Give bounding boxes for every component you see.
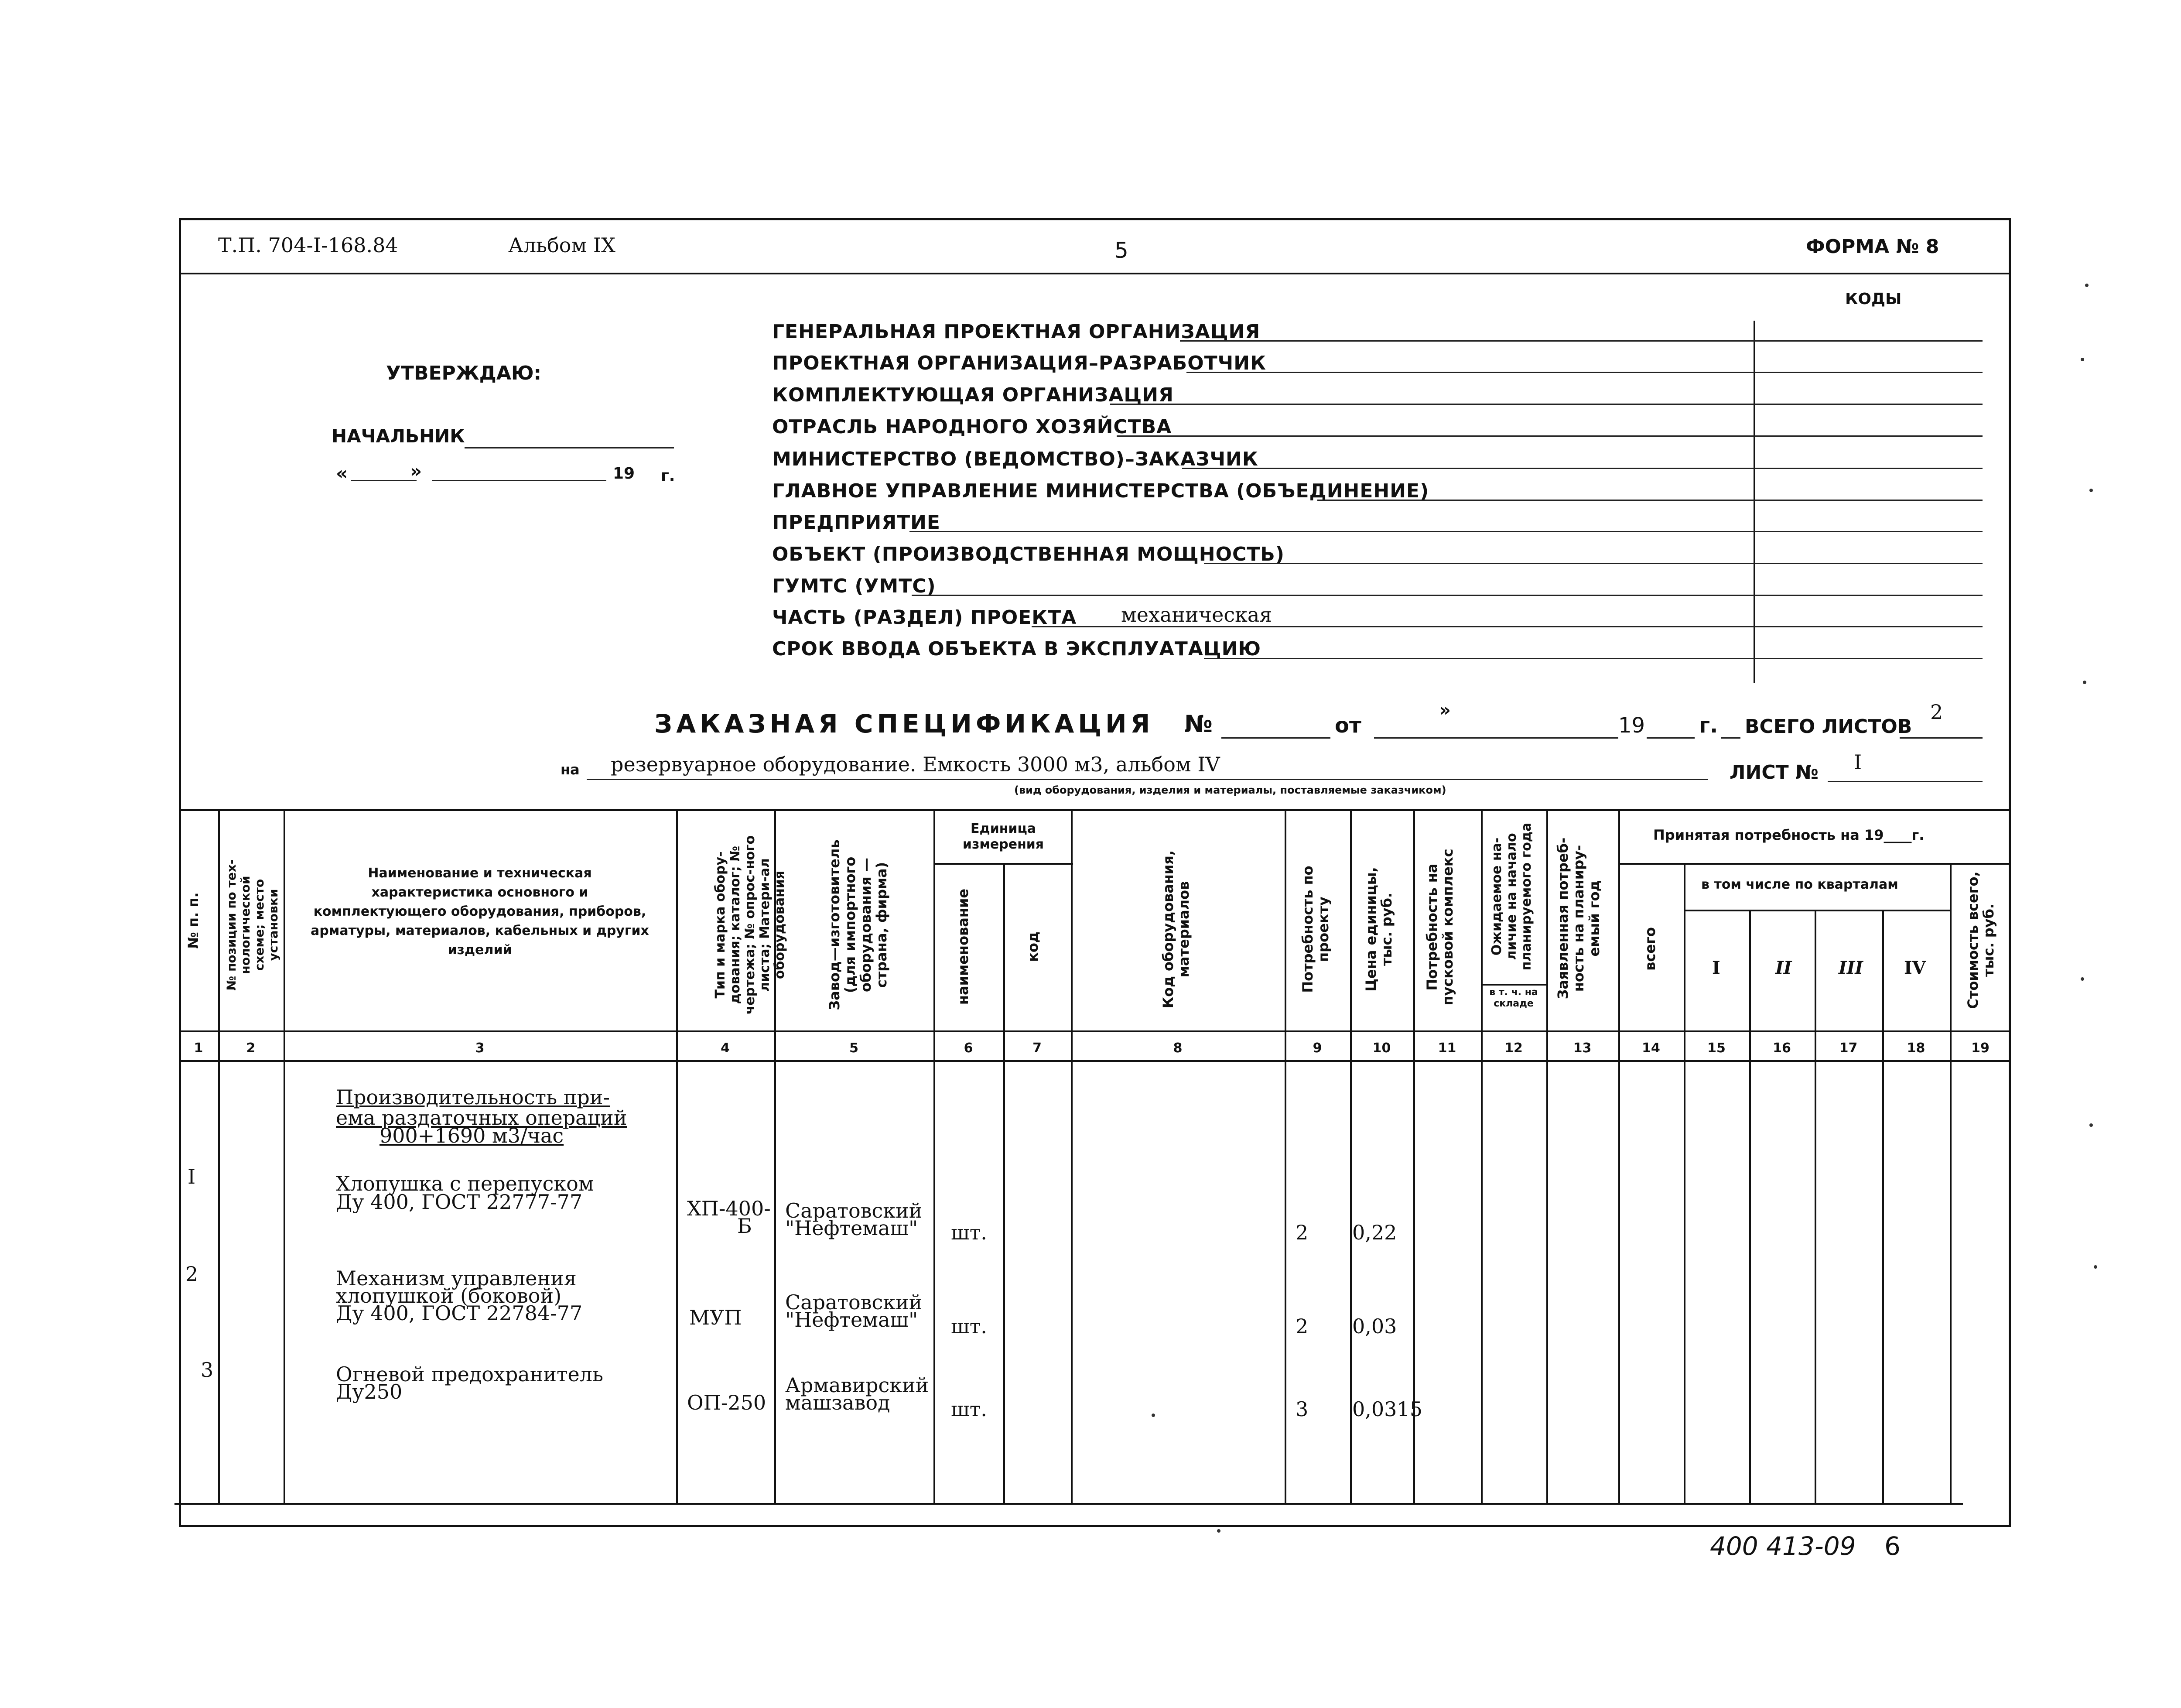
item-type-line: ОП-250 (687, 1391, 766, 1414)
header-equipment-code: Код оборудования, материалов (1160, 850, 1192, 1009)
item-name-line: Ду250 (336, 1380, 403, 1403)
spec-no-line (1221, 737, 1330, 739)
item-type-line: МУП (689, 1306, 742, 1329)
field-label-ministry: МИНИСТЕРСТВО (ВЕДОМСТВО)–ЗАКАЗЧИК (772, 448, 1258, 470)
col-rule (1882, 910, 1884, 1503)
col-rule (1546, 809, 1548, 1503)
item-price: 0,0315 (1352, 1397, 1422, 1421)
col-number: 15 (1707, 1041, 1726, 1056)
item-name-line: Ду 400, ГОСТ 22784-77 (336, 1301, 583, 1325)
total-sheets-value: 2 (1930, 700, 1943, 724)
col-number: 6 (964, 1041, 973, 1056)
header-accepted: Принятая потребность на 19____г. (1653, 827, 1925, 843)
col-rule (1481, 809, 1483, 1503)
header-manufacturer: Завод—изготовитель (для импортного оборудования —страна, фирма) (826, 839, 890, 1010)
item-name-line: Механизм управления (336, 1266, 577, 1290)
item-maker-line: машзавод (785, 1391, 890, 1414)
col-number: 17 (1839, 1041, 1858, 1056)
spec-subject: резервуарное оборудование. Емкость 3000 м3, альбом IV (611, 753, 1220, 776)
header-unit-group: Единица измерения (962, 821, 1044, 852)
item-qty: 2 (1296, 1221, 1309, 1244)
col-number: 7 (1032, 1041, 1042, 1056)
spec-g: г. (1699, 713, 1718, 738)
col-rule (676, 809, 678, 1503)
item-type-line: ХП-400- (687, 1197, 771, 1220)
col-rule (1950, 863, 1952, 1503)
header-cost: Стоимость всего, тыс. руб. (1965, 871, 1997, 1009)
accepted-rule (1618, 863, 2011, 865)
date-close-quote: » (410, 460, 422, 482)
item-unit: шт. (951, 1397, 987, 1421)
field-line (1032, 626, 1983, 627)
field-line (1110, 404, 1983, 405)
codes-divider (1754, 321, 1755, 683)
col-number: 10 (1372, 1041, 1391, 1056)
form-number: ФОРМА № 8 (1806, 236, 1939, 258)
col-rule (1749, 910, 1751, 1503)
item-qty: 2 (1296, 1314, 1309, 1338)
date-year: 19 (613, 465, 635, 483)
field-label-enterprise: ПРЕДПРИЯТИЕ (772, 511, 940, 534)
row-number: 2 (185, 1262, 198, 1286)
table-top-rule (179, 809, 2011, 811)
col-number: 19 (1971, 1041, 1990, 1056)
header-quarters: в том числе по кварталам (1701, 877, 1898, 892)
spec-from-label: от (1335, 713, 1361, 738)
field-line (1117, 435, 1983, 437)
col-rule (1003, 863, 1005, 1503)
album-label: Альбом IX (508, 233, 615, 257)
col-number: 1 (194, 1041, 203, 1056)
header-price: Цена единицы, тыс. руб. (1363, 867, 1395, 992)
date-open-quote: « (336, 462, 348, 484)
sheet-line (1828, 781, 1983, 782)
quarters-rule (1684, 910, 1950, 911)
header-declared: Заявленная потреб-ность на планиру-емый год (1555, 837, 1603, 999)
subject-line (587, 779, 1708, 780)
item-unit: шт. (951, 1221, 987, 1244)
col-number: 4 (721, 1041, 730, 1056)
footer-page: 6 (1884, 1531, 1901, 1561)
field-label-main-dept: ГЛАВНОЕ УПРАВЛЕНИЕ МИНИСТЕРСТВА (ОБЪЕДИНЕНИЕ) (772, 480, 1429, 502)
codes-label: КОДЫ (1845, 290, 1902, 308)
date-g: г. (661, 467, 675, 485)
sheet-label: ЛИСТ № (1730, 761, 1819, 784)
field-label-gumts: ГУМТС (УМТС) (772, 575, 936, 597)
col-number: 5 (849, 1041, 858, 1056)
chief-label: НАЧАЛЬНИК (332, 425, 465, 447)
field-line (1317, 500, 1983, 501)
item-maker-line: "Нефтемаш" (785, 1308, 918, 1331)
field-label-general-org: ГЕНЕРАЛЬНАЯ ПРОЕКТНАЯ ОРГАНИЗАЦИЯ (772, 321, 1261, 343)
row-number: 3 (201, 1358, 214, 1382)
header-description: Наименование и техническая характеристика основного и комплектующего оборудования, приборов, арматуры, материалов, кабельных и других изделий (311, 866, 649, 958)
table-bottom-rule (174, 1503, 1963, 1505)
item-name-line: Ду 400, ГОСТ 22777-77 (336, 1190, 583, 1214)
col-number: 11 (1438, 1041, 1456, 1056)
field-label-project-part: ЧАСТЬ (РАЗДЕЛ) ПРОЕКТА (772, 606, 1077, 629)
header-expected: Ожидаемое на-личие на начало планируемого года (1489, 822, 1534, 971)
total-sheets-line (1900, 737, 1983, 739)
header-position: № позиции по тех-нологической схеме; место установки (224, 859, 280, 991)
header-row-no: № п. п. (185, 892, 202, 949)
header-total: всего (1642, 927, 1658, 971)
spec-year-line (1647, 737, 1695, 739)
col-number: 8 (1173, 1041, 1183, 1056)
spec-date-quote: » (1439, 700, 1451, 720)
footer-stamp: 400 413-09 (1710, 1531, 1856, 1561)
header-q2: II (1775, 958, 1792, 978)
field-line (1204, 658, 1983, 659)
col-number: 2 (246, 1041, 256, 1056)
page-number-top: 5 (1114, 238, 1128, 263)
col-number: 12 (1504, 1041, 1523, 1056)
col-rule (1618, 809, 1620, 1503)
col-rule (1071, 809, 1073, 1503)
col-rule (1815, 910, 1816, 1503)
item-name-line: Хлопушка с перепуском (336, 1172, 594, 1195)
spec-date-line (1374, 737, 1618, 739)
item-maker-line: Саратовский (785, 1290, 923, 1314)
spec-year: 19 (1618, 713, 1645, 738)
header-type: Тип и марка обору-дования; каталог; № чертежа; № опрос-ного листа; Матери-ал оборудования (713, 835, 787, 1015)
header-in-stock: в т. ч. на складе (1489, 987, 1538, 1009)
spec-dash-line (1721, 737, 1740, 739)
col-rule (1285, 809, 1286, 1503)
field-line (1186, 372, 1983, 373)
date-month-line (432, 480, 606, 481)
subject-note: (вид оборудования, изделия и материалы, поставляемые заказчиком) (1014, 784, 1446, 796)
header-bottom-rule (179, 1030, 2011, 1032)
sheet-value: I (1854, 750, 1862, 774)
header-q1: I (1712, 958, 1720, 978)
field-label-commissioning: СРОК ВВОДА ОБЪЕКТА В ЭКСПЛУАТАЦИЮ (772, 638, 1261, 660)
item-type-line: Б (737, 1214, 752, 1238)
item-unit: шт. (951, 1314, 987, 1338)
total-sheets-label: ВСЕГО ЛИСТОВ (1745, 715, 1912, 738)
header-unit-name: наименование (955, 888, 971, 1005)
item-maker-line: "Нефтемаш" (785, 1216, 918, 1240)
item-name-line: Огневой предохранитель (336, 1362, 603, 1386)
col-number: 9 (1313, 1041, 1322, 1056)
item-price: 0,22 (1352, 1221, 1397, 1244)
field-label-object: ОБЪЕКТ (ПРОИЗВОДСТВЕННАЯ МОЩНОСТЬ) (772, 543, 1285, 565)
tp-number: Т.П. 704-I-168.84 (218, 233, 398, 257)
item-price: 0,03 (1352, 1314, 1397, 1338)
col-number-rule (179, 1060, 2011, 1062)
spec-no-label: № (1184, 710, 1213, 738)
item-qty: 3 (1296, 1397, 1309, 1421)
header-startup: Потребность на пусковой комплекс (1424, 849, 1456, 1006)
field-line (1204, 563, 1983, 564)
field-line (912, 595, 1983, 596)
col-number: 14 (1642, 1041, 1660, 1056)
field-label-design-org: ПРОЕКТНАЯ ОРГАНИЗАЦИЯ–РАЗРАБОТЧИК (772, 352, 1266, 374)
col-rule (284, 809, 285, 1503)
spec-title: ЗАКАЗНАЯ СПЕЦИФИКАЦИЯ (654, 709, 1154, 739)
group-title-line: ема раздаточных операций (336, 1106, 627, 1130)
chief-signature-line (465, 447, 674, 448)
date-day-line (351, 480, 417, 481)
col-number: 3 (475, 1041, 485, 1056)
item-maker-line: Армавирский (785, 1373, 929, 1397)
col-rule (1684, 863, 1685, 1503)
group-title-line: Производительность при- (336, 1085, 610, 1109)
header-need: Потребность по проекту (1299, 866, 1332, 993)
item-name-line: хлопушкой (боковой) (336, 1284, 562, 1308)
field-line (1180, 340, 1983, 342)
field-label-industry: ОТРАСЛЬ НАРОДНОГО ХОЗЯЙСТВА (772, 416, 1172, 438)
stock-rule (1481, 984, 1546, 986)
field-line (1182, 468, 1983, 469)
item-maker-line: Саратовский (785, 1199, 923, 1222)
row-number: I (188, 1165, 196, 1188)
group-title-line: 900+1690 м3/час (379, 1124, 564, 1147)
approve-label: УТВЕРЖДАЮ: (386, 362, 542, 384)
field-value-project-part: механическая (1121, 603, 1272, 626)
subject-prefix: на (561, 761, 580, 778)
header-q4: IV (1904, 958, 1926, 978)
col-rule (933, 809, 935, 1503)
col-rule (218, 809, 220, 1503)
header-divider (179, 273, 2011, 274)
col-rule (1350, 809, 1352, 1503)
header-unit-code: код (1025, 931, 1041, 962)
header-q3: III (1839, 958, 1863, 978)
col-number: 18 (1907, 1041, 1925, 1056)
col-number: 13 (1573, 1041, 1592, 1056)
field-line (909, 531, 1983, 532)
col-number: 16 (1773, 1041, 1791, 1056)
field-label-supply-org: КОМПЛЕКТУЮЩАЯ ОРГАНИЗАЦИЯ (772, 384, 1174, 406)
